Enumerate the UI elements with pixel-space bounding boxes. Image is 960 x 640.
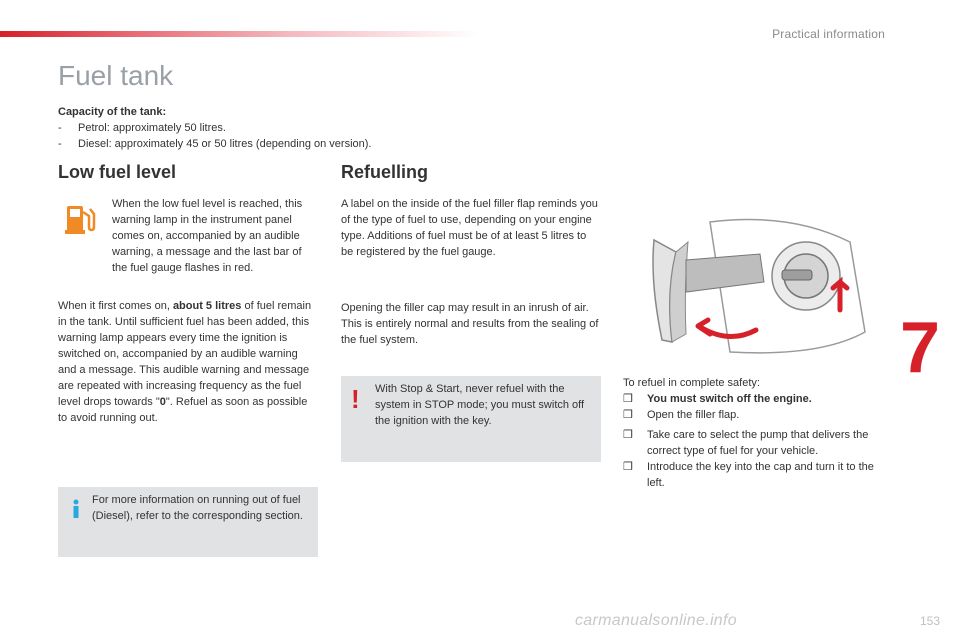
list-item: ❒ Open the filler flap. [623, 409, 740, 421]
refuel-label-text: A label on the inside of the fuel filler flap reminds you of the type of fuel to use, depending on your engine type. Additions of fuel must be of at least 5 litres to be registered by the fuel gauge. [341, 198, 598, 258]
refuelling-heading: Refuelling [341, 162, 429, 182]
checkbox-bullet-icon: ❒ [623, 461, 633, 473]
low-fuel-heading: Low fuel level [58, 162, 177, 182]
fuel-filler-illustration [640, 212, 870, 362]
checkbox-bullet-icon: ❒ [623, 429, 633, 441]
low-fuel-description: When the low fuel level is reached, this warning lamp in the instrument panel comes on, accompanied by an audible warning, a message and the last bar of the fuel gauge flashes in red. [112, 198, 303, 274]
exclamation-icon: ! [351, 384, 360, 414]
checkbox-bullet-icon: ❒ [623, 393, 633, 405]
watermark: carmanualsonline.info [575, 612, 737, 629]
capacity-item: - Petrol: approximately 50 litres. [58, 122, 226, 134]
list-item: ❒ Take care to select the pump that delivers the correct type of fuel for your vehicle. [623, 429, 869, 457]
info-icon [70, 499, 82, 519]
warning-box [341, 376, 601, 462]
warning-text: With Stop & Start, never refuel with the system in STOP mode; you must switch off the ignition with the key. [375, 383, 585, 427]
header-accent-bar [0, 31, 480, 37]
page-number: 153 [919, 614, 940, 628]
chapter-number: 7 [900, 308, 941, 388]
capacity-heading: Capacity of the tank: [58, 106, 167, 118]
fuel-pump-icon [63, 200, 99, 236]
list-item: ❒ You must switch off the engine. [623, 393, 812, 405]
checkbox-bullet-icon: ❒ [623, 409, 633, 421]
info-text: For more information on running out of fuel (Diesel), refer to the corresponding section. [92, 494, 303, 522]
section-label: Practical information [772, 27, 885, 41]
refuel-opening-text: Opening the filler cap may result in an inrush of air. This is entirely normal and results from the sealing of the fuel system. [341, 302, 599, 346]
low-fuel-body: When it first comes on, about 5 litres of fuel remain in the tank. Until sufficient fuel has been added, this warning lamp appears every time the ignition is switched on, accompanied by an audible warning and a message. This audible warning and message are repeated with increasing frequency as the fuel level drops towards "0". Refuel as soon as possible to avoid running out. [58, 300, 312, 424]
capacity-block [58, 104, 372, 152]
refuel-steps [623, 375, 893, 491]
list-item: ❒ Introduce the key into the cap and turn it to the left. [623, 461, 874, 489]
info-box [58, 487, 318, 557]
refuel-steps-intro: To refuel in complete safety: [623, 377, 760, 389]
page-title: Fuel tank [58, 60, 174, 91]
capacity-item: - Diesel: approximately 45 or 50 litres (depending on version). [58, 138, 372, 150]
